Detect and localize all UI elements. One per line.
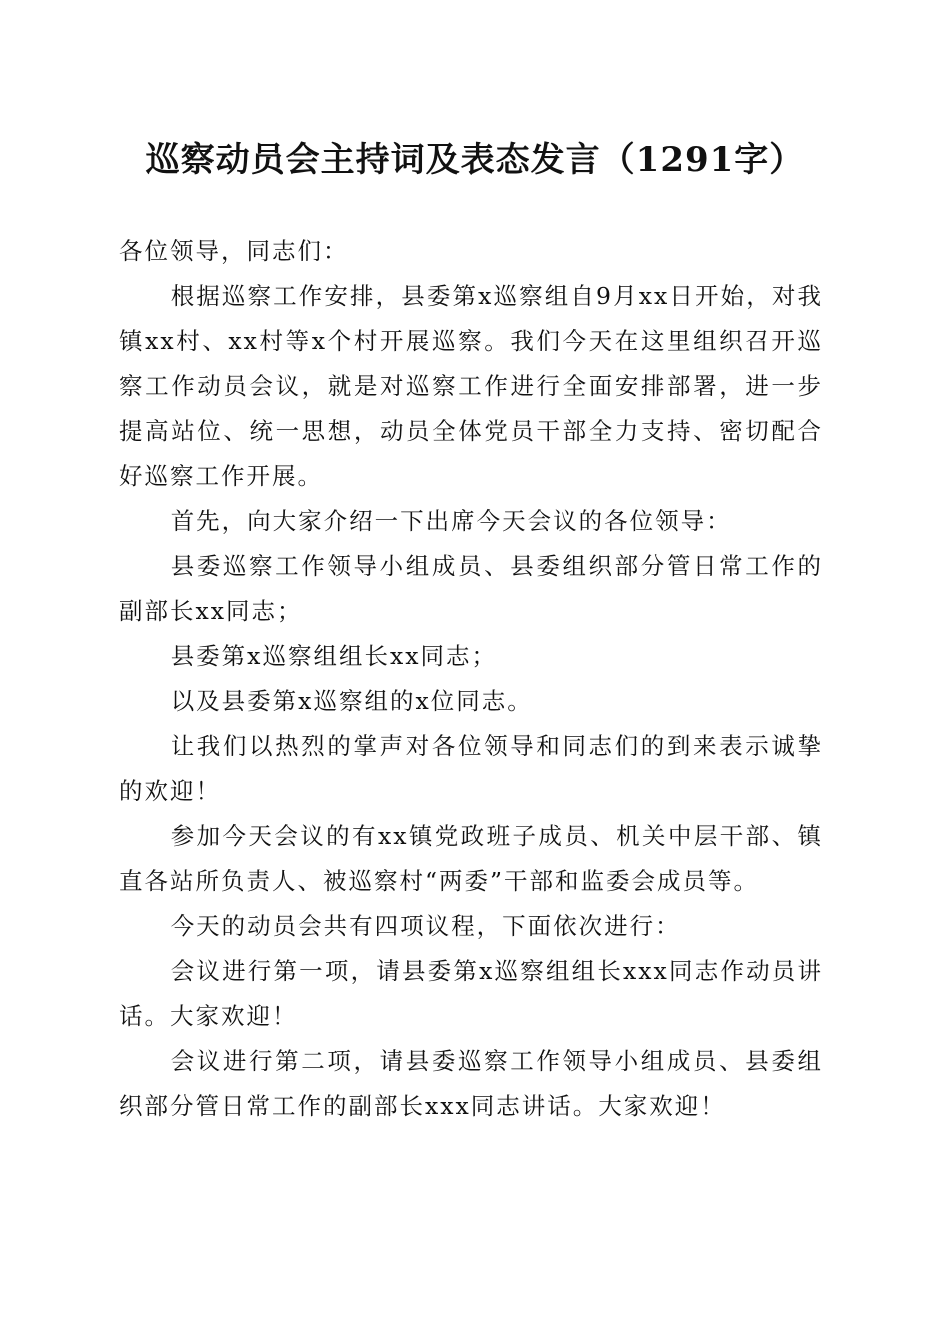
document-title: 巡察动员会主持词及表态发言（1291字） (145, 140, 805, 180)
welcome-paragraph: 让我们以热烈的掌声对各位领导和同志们的到来表示诚挚的欢迎！ (119, 732, 823, 805)
leader-group-head-paragraph: 县委第x巡察组组长xx同志； (170, 642, 497, 670)
agenda-item-one-paragraph: 会议进行第一项，请县委第x巡察组组长xxx同志作动员讲话。大家欢迎！ (119, 957, 823, 1030)
agenda-item-two-paragraph: 会议进行第二项，请县委巡察工作领导小组成员、县委组织部分管日常工作的副部长xxx同志讲话。大家欢迎！ (119, 1047, 823, 1120)
intro-paragraph: 根据巡察工作安排，县委第x巡察组自9月xx日开始，对我镇xx村、xx村等x个村开展巡察。我们今天在这里组织召开巡察工作动员会议，就是对巡察工作进行全面安排部署，进一步提高站位、统一思想，动员全体党员干部全力支持、密切配合好巡察工作开展。 (119, 282, 823, 490)
leaders-intro-paragraph: 首先，向大家介绍一下出席今天会议的各位领导： (170, 507, 732, 535)
attendees-paragraph: 参加今天会议的有xx镇党政班子成员、机关中层干部、镇直各站所负责人、被巡察村“两委”干部和监委会成员等。 (119, 822, 823, 895)
agenda-paragraph: 今天的动员会共有四项议程，下面依次进行： (170, 912, 681, 940)
leader-group-members-paragraph: 以及县委第x巡察组的x位同志。 (170, 687, 533, 715)
leader-deputy-minister-paragraph: 县委巡察工作领导小组成员、县委组织部分管日常工作的副部长xx同志； (119, 552, 823, 625)
greeting-paragraph: 各位领导，同志们： (119, 237, 349, 265)
document-body (119, 229, 823, 1129)
